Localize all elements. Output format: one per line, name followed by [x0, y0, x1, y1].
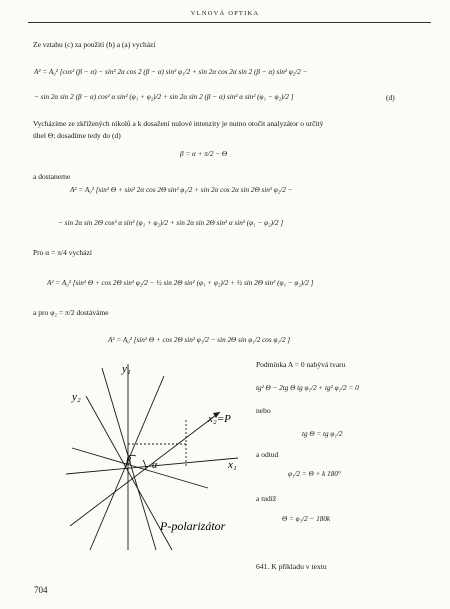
angle-alpha-arc — [143, 460, 146, 470]
equation-1-line-1: A² = A₀² [cos² (β − α) − sin² 2α cos 2 (β − α) sin² φ₁/2 + sin 2α cos 2α sin 2 (β − α) sin² φ₂/2 − — [34, 68, 308, 76]
equation-1-line-2: − sin 2α sin 2 (β − α) cos² α sin² (φ₁ + φ₂)/2 + sin 2α sin 2 (β − α) sin² α sin² (φ₁ − φ₂)/2 ] — [34, 93, 294, 101]
paragraph-crossed-nicols-2: úhel Θ; dosadíme tedy do (d) — [33, 131, 121, 140]
text-a-tudiz: a tudíž — [256, 494, 277, 503]
running-title: VLNOVÁ OPTIKA — [190, 10, 260, 17]
page-number: 704 — [34, 585, 48, 595]
line-diagonal-right — [72, 448, 208, 488]
label-alpha: α — [152, 460, 158, 471]
paragraph-intro: Ze vztahu (c) za použití (b) a (a) vychází — [33, 40, 156, 49]
text-a-odtud: a odtud — [256, 450, 279, 459]
polarization-diagram — [60, 360, 255, 560]
label-x1: x₁ — [228, 459, 237, 471]
paragraph-for-alpha: Pro α = π/4 vychází — [33, 248, 93, 257]
label-x2-p: x₂=P — [208, 413, 231, 425]
condition-text: Podmínka A = 0 nabývá tvaru — [256, 360, 346, 369]
label-y1: y₁ — [122, 363, 131, 375]
result-equation: Θ = φ₁/2 − 180k — [282, 515, 331, 523]
figure-caption: 641. K příkladu v textu — [256, 562, 327, 571]
label-beta: β — [126, 456, 131, 467]
equation-5: A² = A₀² [sin² Θ + cos 2Θ sin² φ₁/2 − sin 2Θ sin φ₁/2 cos φ₁/2 ] — [108, 336, 291, 344]
equation-2: β = α + π/2 − Θ — [180, 150, 228, 158]
header-rule — [28, 22, 431, 23]
label-y2: y₂ — [72, 391, 81, 403]
equation-3-line-2: − sin 2α sin 2Θ cos² α sin² (φ₁ + φ₂)/2 + sin 2α sin 2Θ sin² α sin² (φ₁ − φ₂)/2 ] — [58, 219, 284, 227]
axis-x2-polarizer — [70, 412, 220, 526]
text-nebo: nebo — [256, 406, 271, 415]
equation-3-line-1: A² = A₀² [sin² Θ + sin² 2α cos 2Θ sin² φ₁/2 + sin 2α cos 2α sin 2Θ sin² φ₂/2 − — [70, 186, 293, 194]
paragraph-crossed-nicols-1: Vycházíme ze zkřížených nikolů a k dosažení nulové intenzity je nutno otočit analyzátor o určitý — [33, 119, 324, 128]
equation-4: A² = A₀² [sin² Θ + cos 2Θ sin² φ₂/2 − ½ sin 2Θ sin² (φ₁ + φ₂)/2 + ½ sin 2Θ sin² (φ₁ − φ₂)/2 ] — [47, 279, 314, 287]
paragraph-and-for-phi2: a pro φ₂ = π/2 dostáváme — [33, 308, 109, 317]
equation-tag-d: (d) — [386, 93, 395, 102]
tangent-equation: tg Θ = tg φ₁/2 — [302, 430, 343, 438]
paragraph-and-we-get: a dostaneme — [33, 172, 71, 181]
angle-equation: φ₁/2 = Θ + k 180° — [288, 470, 341, 478]
label-polarizer: P-polarizátor — [160, 519, 226, 533]
condition-equation: tg² Θ − 2tg Θ tg φ₁/2 + tg² φ₁/2 = 0 — [256, 384, 359, 392]
